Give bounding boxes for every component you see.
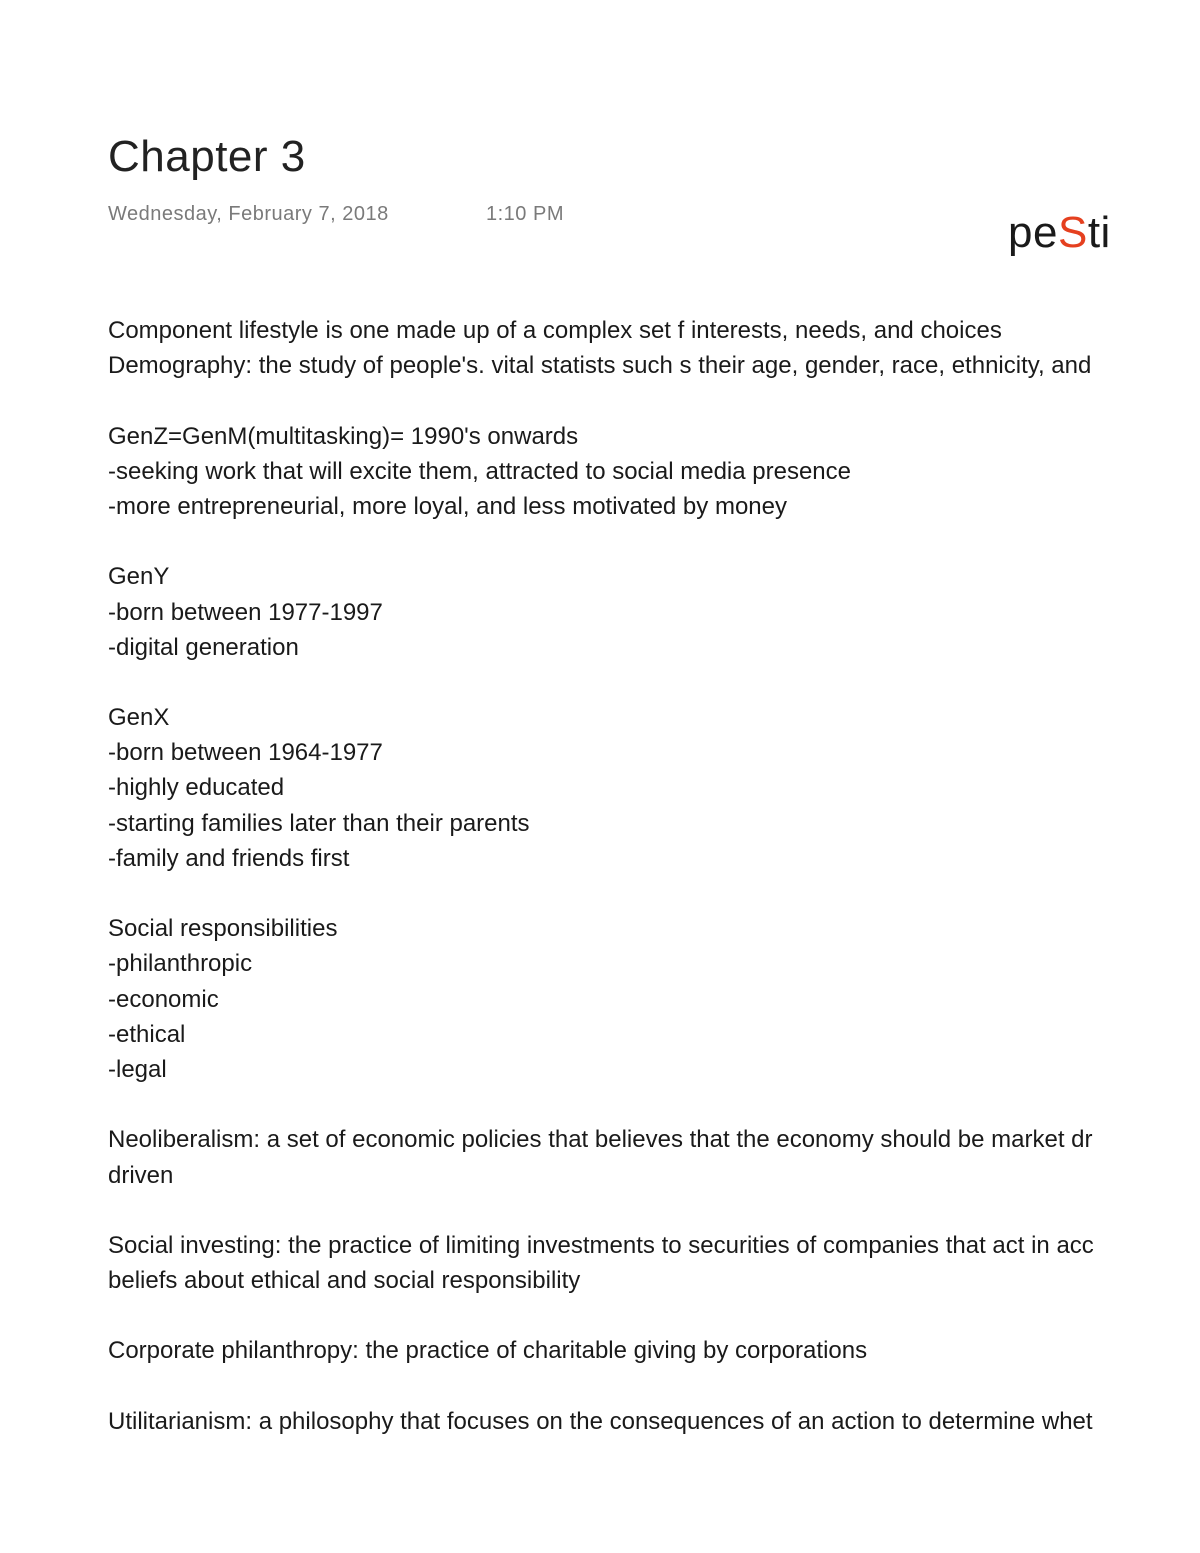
blank-line (108, 1298, 1200, 1333)
blank-line (108, 383, 1200, 418)
note-time: 1:10 PM (486, 203, 564, 225)
note-line: -starting families later than their parents (108, 809, 530, 837)
logo-part-3: ti (1087, 208, 1111, 257)
note-line: Social responsibilities (108, 915, 338, 943)
note-line: -more entrepreneurial, more loyal, and less motivated by money (108, 492, 787, 520)
logo-part-1: pe (1008, 208, 1058, 257)
blank-line (108, 1369, 1200, 1404)
note-line: driven (108, 1161, 174, 1189)
note-line: -family and friends first (108, 844, 350, 872)
note-line: Corporate philanthropy: the practice of charitable giving by corporations (108, 1337, 868, 1365)
note-line: -digital generation (108, 633, 299, 661)
note-line: GenX (108, 704, 170, 732)
note-body (108, 313, 1200, 1439)
note-line: Social investing: the practice of limiting investments to securities of companies that act in acc (108, 1231, 1094, 1259)
note-line: Neoliberalism: a set of economic policies that believes that the economy should be market dr (108, 1126, 1093, 1154)
note-line: -philanthropic (108, 950, 253, 978)
note-line: Utilitarianism: a philosophy that focuses on the consequences of an action to determine whet (108, 1407, 1093, 1435)
note-line: -born between 1964-1977 (108, 739, 383, 767)
note-line: -ethical (108, 1020, 186, 1048)
note-line: GenZ=GenM(multitasking)= 1990's onwards (108, 422, 579, 450)
note-line: GenY (108, 563, 170, 591)
note-line: -economic (108, 985, 219, 1013)
note-line: Demography: the study of people's. vital statists such s their age, gender, race, ethnicity, and (108, 352, 1092, 380)
blank-line (108, 524, 1200, 559)
blank-line (108, 1087, 1200, 1122)
note-date: Wednesday, February 7, 2018 (108, 203, 389, 225)
blank-line (108, 1193, 1200, 1228)
note-line: -seeking work that will excite them, attracted to social media presence (108, 457, 852, 485)
blank-line (108, 665, 1200, 700)
note-line: beliefs about ethical and social responsibility (108, 1267, 581, 1295)
page-title: Chapter 3 (108, 132, 306, 181)
note-line: -legal (108, 1055, 167, 1083)
logo-accent-letter: S (1057, 208, 1088, 257)
blank-line (108, 876, 1200, 911)
logo-text (1008, 208, 1111, 258)
note-line: -born between 1977-1997 (108, 598, 383, 626)
note-line: Component lifestyle is one made up of a complex set f interests, needs, and choices (108, 317, 1002, 344)
note-line: -highly educated (108, 774, 285, 802)
